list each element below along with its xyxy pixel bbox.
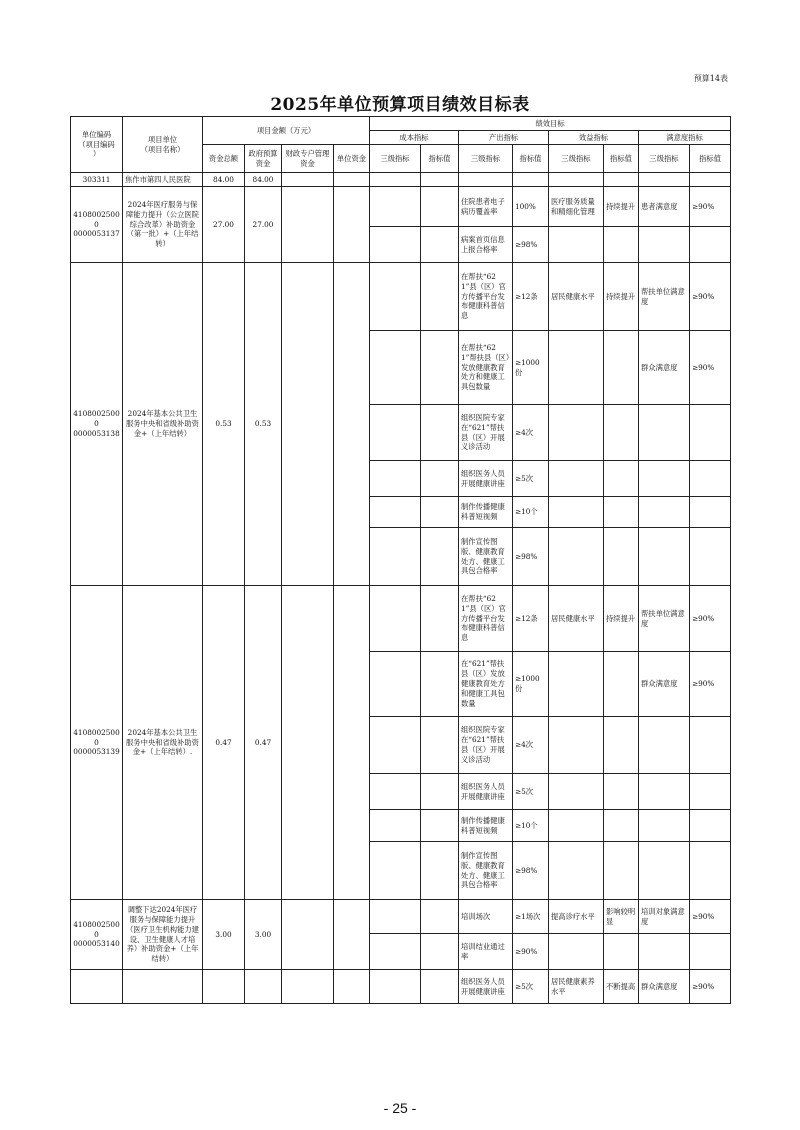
header-value: 指标值 bbox=[421, 145, 459, 173]
project-code: 41080025000 0000053138 bbox=[71, 263, 123, 586]
goal-row bbox=[71, 263, 731, 331]
satisfaction-indicator: 患者满意度 bbox=[639, 187, 690, 227]
project-total: 0.47 bbox=[203, 586, 245, 900]
cost-value bbox=[421, 263, 459, 331]
satisfaction-value bbox=[690, 528, 731, 586]
cost-value bbox=[421, 842, 459, 900]
header-benefit: 效益指标 bbox=[549, 131, 639, 145]
cost-indicator bbox=[370, 461, 421, 497]
header-cost: 成本指标 bbox=[370, 131, 459, 145]
benefit-value bbox=[604, 528, 639, 586]
benefit-indicator: 医疗服务质量和精细化管理 bbox=[549, 187, 604, 227]
satisfaction-indicator bbox=[639, 717, 690, 774]
unit-code: 303311 bbox=[71, 173, 123, 187]
output-value: ≥10个 bbox=[513, 497, 549, 528]
cost-value bbox=[421, 586, 459, 652]
header-total: 资金总额 bbox=[203, 145, 245, 173]
benefit-indicator: 居民健康素养水平 bbox=[549, 970, 604, 1004]
cost-indicator bbox=[370, 227, 421, 263]
benefit-indicator bbox=[549, 461, 604, 497]
cost-value bbox=[421, 187, 459, 227]
output-indicator: 制作宣传图版、健康教育处方、健康工具包合格率 bbox=[459, 842, 513, 900]
satisfaction-indicator bbox=[639, 528, 690, 586]
output-value: ≥5次 bbox=[513, 970, 549, 1004]
benefit-value: 持续提升 bbox=[604, 263, 639, 331]
header-level3: 三级指标 bbox=[370, 145, 421, 173]
output-indicator: 制作传播健康科普短视频 bbox=[459, 497, 513, 528]
satisfaction-value bbox=[690, 774, 731, 810]
satisfaction-indicator: 帮扶单位满意度 bbox=[639, 586, 690, 652]
satisfaction-value: ≥90% bbox=[690, 586, 731, 652]
satisfaction-indicator bbox=[639, 810, 690, 842]
header-amount-group: 项目金额（万元） bbox=[203, 117, 370, 145]
cost-value bbox=[421, 652, 459, 717]
benefit-value bbox=[604, 331, 639, 405]
cost-value bbox=[421, 717, 459, 774]
satisfaction-indicator: 帮扶单位满意度 bbox=[639, 263, 690, 331]
benefit-indicator bbox=[549, 652, 604, 717]
satisfaction-indicator bbox=[639, 934, 690, 970]
benefit-value: 影响较明显 bbox=[604, 900, 639, 934]
satisfaction-indicator: 群众满意度 bbox=[639, 970, 690, 1004]
header-own: 单位资金 bbox=[334, 145, 370, 173]
project-own bbox=[334, 263, 370, 586]
benefit-indicator bbox=[549, 528, 604, 586]
satisfaction-indicator: 培训对象满意度 bbox=[639, 900, 690, 934]
cost-value bbox=[421, 774, 459, 810]
output-value: ≥1000份 bbox=[513, 652, 549, 717]
cost-indicator bbox=[370, 717, 421, 774]
cost-value bbox=[421, 497, 459, 528]
benefit-value bbox=[604, 934, 639, 970]
satisfaction-indicator bbox=[639, 774, 690, 810]
project-gov: 0.53 bbox=[245, 263, 282, 586]
performance-goal-table bbox=[70, 116, 731, 1004]
project-special bbox=[282, 263, 334, 586]
satisfaction-indicator bbox=[639, 842, 690, 900]
cost-indicator bbox=[370, 652, 421, 717]
cost-indicator bbox=[370, 934, 421, 970]
benefit-value bbox=[604, 227, 639, 263]
benefit-value: 持续提升 bbox=[604, 586, 639, 652]
output-value: ≥12条 bbox=[513, 586, 549, 652]
satisfaction-value bbox=[690, 461, 731, 497]
output-value: ≥98% bbox=[513, 842, 549, 900]
project-gov: 0.47 bbox=[245, 586, 282, 900]
goal-row-continued bbox=[71, 970, 731, 1004]
satisfaction-value: ≥90% bbox=[690, 187, 731, 227]
output-indicator: 组织医务人员开展健康讲座 bbox=[459, 774, 513, 810]
project-total bbox=[203, 970, 245, 1004]
cost-indicator bbox=[370, 842, 421, 900]
project-gov bbox=[245, 970, 282, 1004]
output-value: ≥98% bbox=[513, 227, 549, 263]
unit-name: 焦作市第四人民医院 bbox=[123, 173, 203, 187]
output-indicator: 在帮扶“621”县（区）官方传播平台发布健康科普信息 bbox=[459, 586, 513, 652]
benefit-indicator: 居民健康水平 bbox=[549, 586, 604, 652]
satisfaction-indicator bbox=[639, 461, 690, 497]
goal-row bbox=[71, 187, 731, 227]
benefit-value bbox=[604, 774, 639, 810]
cost-value bbox=[421, 810, 459, 842]
output-indicator: 组织医务人员开展健康讲座 bbox=[459, 461, 513, 497]
cost-value bbox=[421, 900, 459, 934]
satisfaction-value: ≥90% bbox=[690, 970, 731, 1004]
output-value: ≥90% bbox=[513, 934, 549, 970]
project-name: 2024年医疗服务与保障能力提升（公立医院综合改革）补助资金（第一批）+（上年结转） bbox=[123, 187, 203, 263]
benefit-indicator bbox=[549, 934, 604, 970]
output-value: 100% bbox=[513, 187, 549, 227]
project-gov: 27.00 bbox=[245, 187, 282, 263]
benefit-indicator bbox=[549, 810, 604, 842]
benefit-indicator bbox=[549, 842, 604, 900]
output-indicator: 组织医务人员开展健康讲座 bbox=[459, 970, 513, 1004]
project-name bbox=[123, 970, 203, 1004]
satisfaction-indicator bbox=[639, 497, 690, 528]
cost-value bbox=[421, 461, 459, 497]
project-code: 41080025000 0000053137 bbox=[71, 187, 123, 263]
satisfaction-indicator: 群众满意度 bbox=[639, 331, 690, 405]
output-value: ≥98% bbox=[513, 528, 549, 586]
header-gov: 政府预算资金 bbox=[245, 145, 282, 173]
output-indicator: 在帮扶“621”县（区）官方传播平台发布健康科普信息 bbox=[459, 263, 513, 331]
satisfaction-indicator bbox=[639, 405, 690, 461]
project-name: 调整下达2024年医疗服务与保障能力提升（医疗卫生机构能力建设、卫生健康人才培养）补助资金+（上年结转） bbox=[123, 900, 203, 970]
output-value: ≥1场次 bbox=[513, 900, 549, 934]
output-indicator: 住院患者电子病历覆盖率 bbox=[459, 187, 513, 227]
cost-indicator bbox=[370, 331, 421, 405]
satisfaction-value: ≥90% bbox=[690, 263, 731, 331]
cost-indicator bbox=[370, 263, 421, 331]
cost-value bbox=[421, 405, 459, 461]
cost-indicator bbox=[370, 497, 421, 528]
benefit-indicator bbox=[549, 717, 604, 774]
satisfaction-value bbox=[690, 227, 731, 263]
header-unit-name: 项目单位 （项目名称） bbox=[123, 117, 203, 173]
header-special: 财政专户管理资金 bbox=[282, 145, 334, 173]
output-indicator: 在“621”帮扶县（区）发放健康教育处方和健康工具包数量 bbox=[459, 652, 513, 717]
page-form-tag: 预算14表 bbox=[693, 74, 728, 83]
project-own bbox=[334, 586, 370, 900]
project-own bbox=[334, 970, 370, 1004]
satisfaction-value bbox=[690, 717, 731, 774]
project-special bbox=[282, 187, 334, 263]
cost-indicator bbox=[370, 528, 421, 586]
cost-value bbox=[421, 970, 459, 1004]
unit-gov: 84.00 bbox=[245, 173, 282, 187]
benefit-indicator: 提高诊疗水平 bbox=[549, 900, 604, 934]
benefit-indicator bbox=[549, 497, 604, 528]
satisfaction-value bbox=[690, 934, 731, 970]
benefit-value bbox=[604, 717, 639, 774]
cost-indicator bbox=[370, 405, 421, 461]
goal-row bbox=[71, 900, 731, 934]
cost-indicator bbox=[370, 900, 421, 934]
benefit-indicator: 居民健康水平 bbox=[549, 263, 604, 331]
benefit-value: 不断提高 bbox=[604, 970, 639, 1004]
output-value: ≥4次 bbox=[513, 405, 549, 461]
output-value: ≥5次 bbox=[513, 461, 549, 497]
cost-indicator bbox=[370, 586, 421, 652]
satisfaction-value bbox=[690, 497, 731, 528]
cost-indicator bbox=[370, 774, 421, 810]
cost-indicator bbox=[370, 970, 421, 1004]
cost-value bbox=[421, 934, 459, 970]
project-special bbox=[282, 900, 334, 970]
satisfaction-value bbox=[690, 405, 731, 461]
output-indicator: 组织医院专家在“621”帮扶县（区）开展义诊活动 bbox=[459, 717, 513, 774]
cost-indicator bbox=[370, 810, 421, 842]
output-indicator: 在帮扶“621”帮扶县（区）发放健康教育处方和健康工具包数量 bbox=[459, 331, 513, 405]
header-value: 指标值 bbox=[690, 145, 731, 173]
output-value: ≥12条 bbox=[513, 263, 549, 331]
unit-row bbox=[71, 173, 731, 187]
header-value: 指标值 bbox=[604, 145, 639, 173]
goal-row bbox=[71, 586, 731, 652]
header-level3: 三级指标 bbox=[459, 145, 513, 173]
page-number: - 25 - bbox=[383, 1100, 417, 1116]
satisfaction-value bbox=[690, 810, 731, 842]
project-name: 2024年基本公共卫生服务中央和省级补助资金+（上年结转） bbox=[123, 263, 203, 586]
cost-value bbox=[421, 227, 459, 263]
satisfaction-value: ≥90% bbox=[690, 331, 731, 405]
benefit-indicator bbox=[549, 405, 604, 461]
cost-value bbox=[421, 331, 459, 405]
output-indicator: 组织医院专家在“621”帮扶县（区）开展义诊活动 bbox=[459, 405, 513, 461]
benefit-value bbox=[604, 652, 639, 717]
project-own bbox=[334, 900, 370, 970]
output-indicator: 制作传播健康科普短视频 bbox=[459, 810, 513, 842]
satisfaction-value bbox=[690, 842, 731, 900]
benefit-value bbox=[604, 810, 639, 842]
project-total: 0.53 bbox=[203, 263, 245, 586]
header-satisfaction: 满意度指标 bbox=[639, 131, 731, 145]
project-code bbox=[71, 970, 123, 1004]
benefit-indicator bbox=[549, 331, 604, 405]
project-gov: 3.00 bbox=[245, 900, 282, 970]
project-code: 41080025000 0000053139 bbox=[71, 586, 123, 900]
cost-indicator bbox=[370, 187, 421, 227]
unit-total: 84.00 bbox=[203, 173, 245, 187]
page-title: 2025年单位预算项目绩效目标表 bbox=[270, 95, 530, 115]
output-value: ≥5次 bbox=[513, 774, 549, 810]
project-code: 41080025000 0000053140 bbox=[71, 900, 123, 970]
satisfaction-indicator bbox=[639, 227, 690, 263]
header-unit-code: 单位编码 （项目编码 ） bbox=[71, 117, 123, 173]
header-level3: 三级指标 bbox=[639, 145, 690, 173]
output-indicator: 病案首页信息上报合格率 bbox=[459, 227, 513, 263]
project-name: 2024年基本公共卫生服务中央和省级补助资金+（上年结转）. bbox=[123, 586, 203, 900]
benefit-value: 持续提升 bbox=[604, 187, 639, 227]
project-special bbox=[282, 586, 334, 900]
header-level3: 三级指标 bbox=[549, 145, 604, 173]
benefit-value bbox=[604, 497, 639, 528]
cost-value bbox=[421, 528, 459, 586]
benefit-value bbox=[604, 842, 639, 900]
output-indicator: 培训场次 bbox=[459, 900, 513, 934]
output-indicator: 培训结业通过率 bbox=[459, 934, 513, 970]
output-value: ≥10个 bbox=[513, 810, 549, 842]
benefit-value bbox=[604, 461, 639, 497]
header-output: 产出指标 bbox=[459, 131, 549, 145]
output-value: ≥4次 bbox=[513, 717, 549, 774]
output-value: ≥1000份 bbox=[513, 331, 549, 405]
project-total: 3.00 bbox=[203, 900, 245, 970]
header-value: 指标值 bbox=[513, 145, 549, 173]
project-own bbox=[334, 187, 370, 263]
benefit-indicator bbox=[549, 774, 604, 810]
header-goal-group: 绩效目标 bbox=[370, 117, 731, 131]
benefit-value bbox=[604, 405, 639, 461]
project-special bbox=[282, 970, 334, 1004]
benefit-indicator bbox=[549, 227, 604, 263]
satisfaction-value: ≥90% bbox=[690, 900, 731, 934]
project-total: 27.00 bbox=[203, 187, 245, 263]
satisfaction-indicator: 群众满意度 bbox=[639, 652, 690, 717]
satisfaction-value: ≥90% bbox=[690, 652, 731, 717]
output-indicator: 制作宣传图版、健康教育处方、健康工具包合格率 bbox=[459, 528, 513, 586]
